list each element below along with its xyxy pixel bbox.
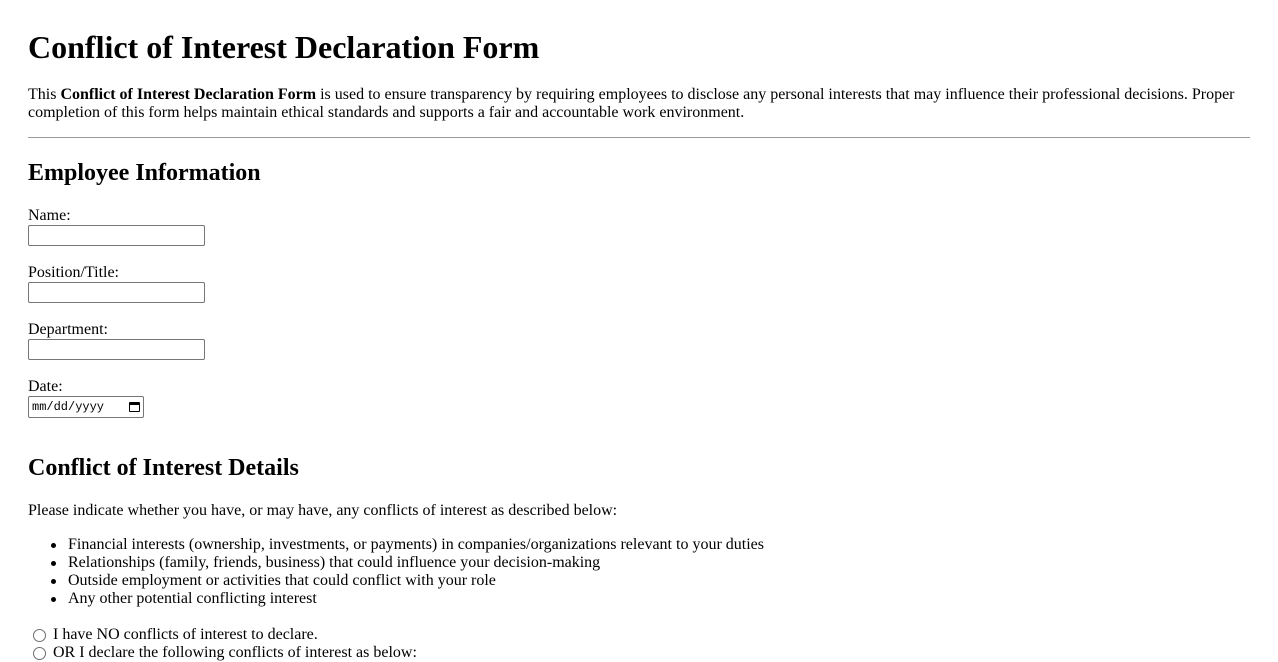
conflict-types-list [68,536,764,608]
no-conflicts-label: I have NO conflicts of interest to declare. [53,626,318,643]
intro-suffix: is used to ensure transparency by requiring employees to disclose any personal interests that may influence their professional decisions. Proper completion of this form helps maintain ethical standards and supports a fair and accountable work environment. [28,86,1235,121]
department-input[interactable] [28,339,205,360]
intro-paragraph [28,86,1250,122]
date-input[interactable] [28,396,144,418]
no-conflicts-option[interactable] [33,626,318,644]
declare-conflicts-option[interactable] [33,644,417,662]
conflict-prompt: Please indicate whether you have, or may have, any conflicts of interest as described below: [28,502,618,519]
list-item: Outside employment or activities that could conflict with your role [68,572,764,590]
no-conflicts-radio[interactable] [33,629,46,642]
intro-prefix: This [28,86,61,103]
list-item: Financial interests (ownership, investments, or payments) in companies/organizations relevant to your duties [68,536,764,553]
position-title-label: Position/Title: [28,264,119,281]
declare-conflicts-radio[interactable] [33,647,46,660]
position-title-input[interactable] [28,282,205,303]
declare-conflicts-label: OR I declare the following conflicts of interest as below: [53,644,417,661]
department-label: Department: [28,321,108,338]
section-divider [28,137,1250,138]
conflict-details-heading: Conflict of Interest Details [28,455,299,481]
employee-information-heading: Employee Information [28,160,261,186]
calendar-icon[interactable] [129,402,140,412]
list-item: Relationships (family, friends, business) that could influence your decision-making [68,554,764,572]
list-item: Any other potential conflicting interest [68,590,764,608]
name-input[interactable] [28,225,205,246]
date-placeholder: mm/dd/yyyy [32,400,105,414]
page-title: Conflict of Interest Declaration Form [28,29,540,65]
intro-form-name: Conflict of Interest Declaration Form [60,86,317,103]
name-label: Name: [28,207,71,224]
date-label: Date: [28,378,63,395]
